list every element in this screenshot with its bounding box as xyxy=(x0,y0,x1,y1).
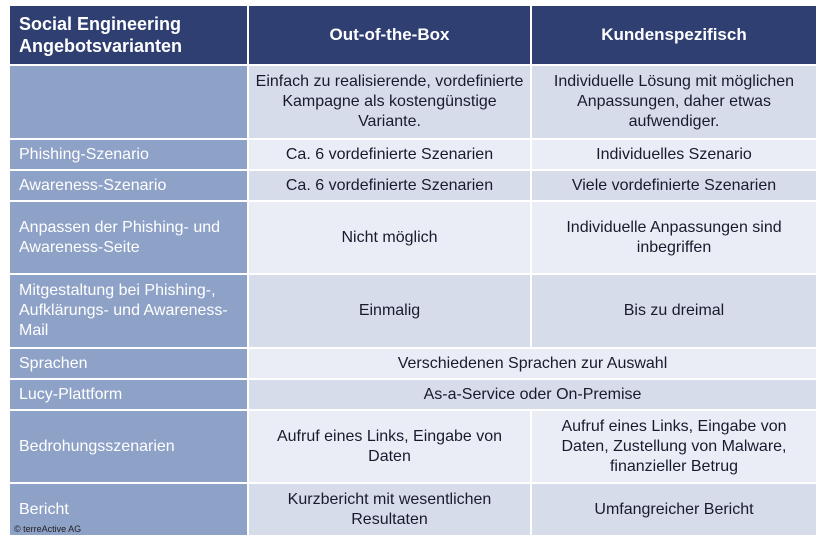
cell-both: Verschiedenen Sprachen zur Auswahl xyxy=(249,349,816,378)
cell-custom: Individuelle Lösung mit möglichen Anpassungen, daher etwas aufwendiger. xyxy=(532,66,816,138)
cell-custom: Individuelle Anpassungen sind inbegriffen xyxy=(532,202,816,273)
row-label: Phishing-Szenario xyxy=(10,140,247,169)
cell-custom: Bis zu dreimal xyxy=(532,275,816,347)
row-label: Anpassen der Phishing- und Awareness-Seite xyxy=(10,202,247,273)
header-title: Social Engineering Angebotsvarianten xyxy=(10,6,247,64)
row-label: Bedrohungsszenarien xyxy=(10,411,247,482)
cell-custom: Individuelles Szenario xyxy=(532,140,816,169)
cell-ootb: Ca. 6 vordefinierte Szenarien xyxy=(249,140,530,169)
cell-ootb: Einfach zu realisierende, vordefinierte Kampagne als kostengünstige Variante. xyxy=(249,66,530,138)
row-label: Mitgestaltung bei Phishing-, Aufklärungs- und Awareness-Mail xyxy=(10,275,247,347)
cell-ootb: Nicht möglich xyxy=(249,202,530,273)
cell-ootb: Einmalig xyxy=(249,275,530,347)
row-label: Lucy-Plattform xyxy=(10,380,247,409)
row-label: Bericht xyxy=(10,484,247,535)
cell-ootb: Ca. 6 vordefinierte Szenarien xyxy=(249,171,530,200)
cell-both: As-a-Service oder On-Premise xyxy=(249,380,816,409)
comparison-table xyxy=(10,6,812,535)
cell-ootb: Aufruf eines Links, Eingabe von Daten xyxy=(249,411,530,482)
row-label xyxy=(10,66,247,138)
row-label: Awareness-Szenario xyxy=(10,171,247,200)
cell-custom: Umfangreicher Bericht xyxy=(532,484,816,535)
cell-custom: Aufruf eines Links, Eingabe von Daten, Zustellung von Malware, finanzieller Betrug xyxy=(532,411,816,482)
cell-ootb: Kurzbericht mit wesentlichen Resultaten xyxy=(249,484,530,535)
header-out-of-the-box: Out-of-the-Box xyxy=(249,6,530,64)
copyright-notice: © terreActive AG xyxy=(14,524,82,534)
cell-custom: Viele vordefinierte Szenarien xyxy=(532,171,816,200)
row-label: Sprachen xyxy=(10,349,247,378)
header-kundenspezifisch: Kundenspezifisch xyxy=(532,6,816,64)
